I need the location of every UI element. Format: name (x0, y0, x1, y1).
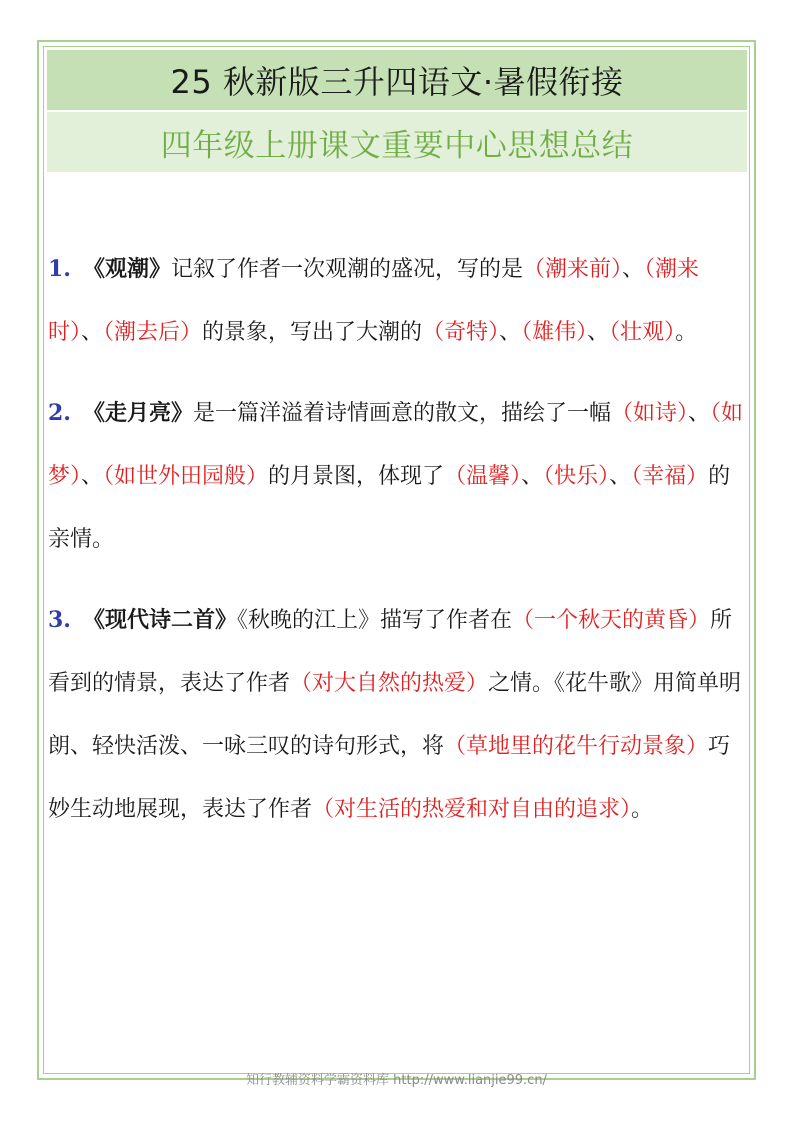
answer: （快乐） (543, 464, 610, 489)
answer: （幸福） (631, 464, 709, 489)
answer: （对大自然的热爱） (290, 671, 489, 696)
answer: （奇特） (422, 320, 500, 345)
text: 之情。《花牛歌》用简单明朗、轻快活泼、一咏三叹的诗句形式，将 (48, 671, 742, 759)
answer: （雄伟） (521, 320, 588, 345)
text: 《秋晚的江上》描写了作者在 (236, 608, 512, 633)
paragraph-2 (48, 382, 748, 571)
item-number: 2. (48, 400, 71, 426)
page-title: 25 秋新版三升四语文·暑假衔接 (170, 63, 624, 101)
subtitle-banner (47, 112, 747, 172)
text: 、 (81, 464, 104, 489)
text: 的景象，写出了大潮的 (202, 320, 423, 345)
answer: （潮来时） (48, 257, 700, 345)
paragraph-1 (48, 238, 748, 364)
text: 、 (81, 320, 104, 345)
answer: （对生活的热爱和对自由的追求） (312, 797, 632, 822)
text: 。 (631, 797, 654, 822)
text: 、 (499, 320, 522, 345)
answer: （草地里的花牛行动景象） (444, 734, 709, 759)
text: 的月景图，体现了 (268, 464, 445, 489)
text: 巧妙生动地展现，表达了作者 (48, 734, 731, 822)
answer: （壮观） (609, 320, 676, 345)
book-title: 《观潮》 (82, 257, 171, 282)
text: 。 (675, 320, 698, 345)
answer: （潮来前） (523, 257, 623, 282)
item-number: 1. (48, 256, 71, 282)
page-subtitle: 四年级上册课文重要中心思想总结 (160, 127, 634, 164)
text: 、 (587, 320, 610, 345)
answer: （潮去后） (103, 320, 203, 345)
book-title: 《现代诗二首》 (82, 608, 237, 633)
text: 记叙了作者一次观潮的盛况，写的是 (170, 257, 523, 282)
answer: （如诗） (611, 401, 689, 426)
answer: （一个秋天的黄昏） (512, 608, 711, 633)
text: 、 (521, 464, 544, 489)
paragraph-3 (48, 589, 748, 841)
text: 是一篇洋溢着诗情画意的散文，描绘了一幅 (192, 401, 611, 426)
item-number: 3. (48, 607, 71, 633)
answer: （如梦） (48, 401, 744, 489)
text: 所看到的情景，表达了作者 (48, 608, 733, 696)
answer: （温馨） (444, 464, 522, 489)
text: 的亲情。 (48, 464, 731, 552)
answer: （如世外田园般） (103, 464, 269, 489)
text: 、 (688, 401, 711, 426)
book-title: 《走月亮》 (82, 401, 193, 426)
text: 、 (622, 257, 645, 282)
content-body (48, 238, 748, 859)
text: 、 (609, 464, 632, 489)
title-banner (47, 50, 747, 110)
footer-watermark: 知行教辅资料学霸资料库 http://www.lianjie99.cn/ (246, 1073, 547, 1088)
